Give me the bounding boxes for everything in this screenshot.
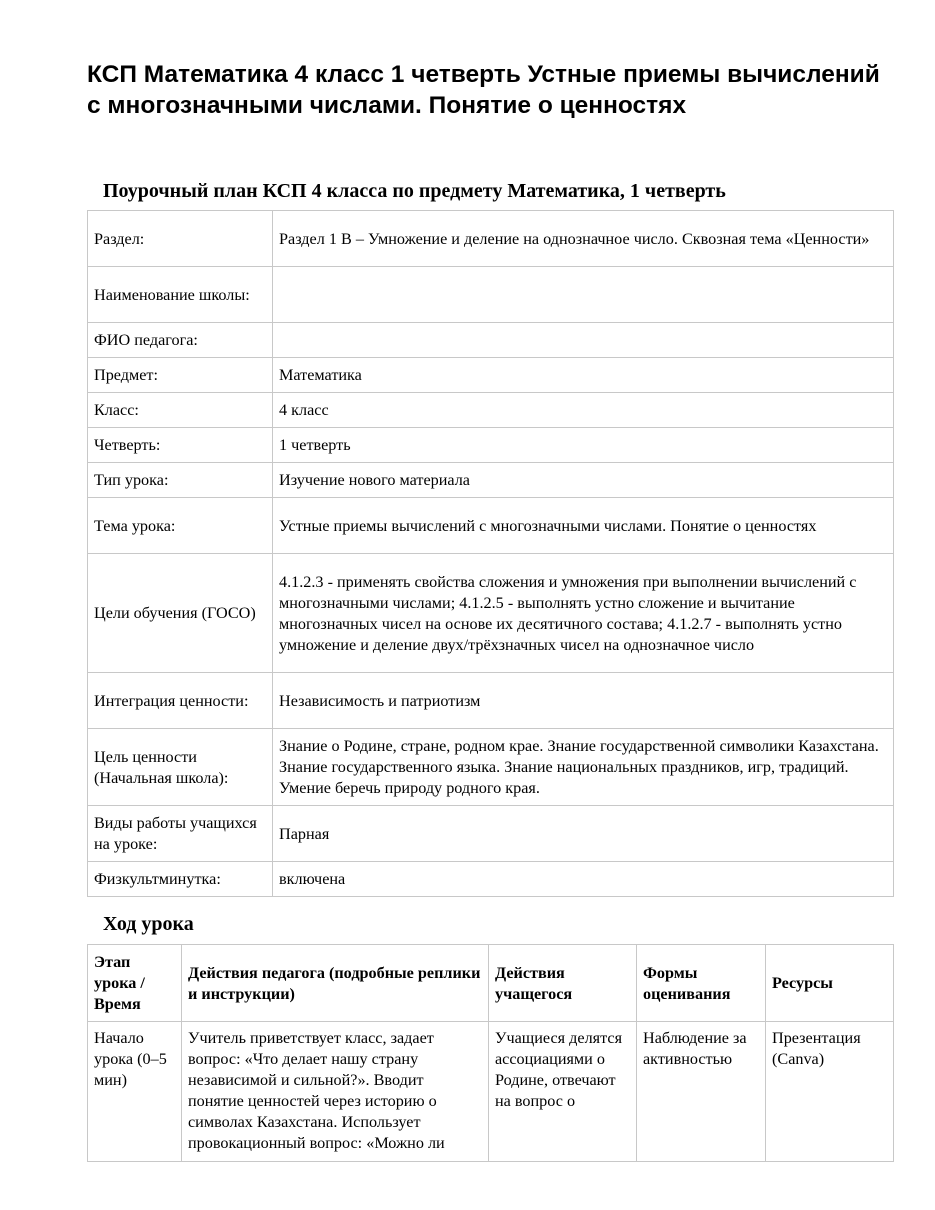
plan-heading: Поурочный план КСП 4 класса по предмету Математика, 1 четверть: [103, 180, 726, 202]
row-label: Физкультминутка:: [88, 862, 273, 897]
cell-student-actions: Учащиеся делятся ассоциациями о Родине, отвечают на вопрос о: [489, 1022, 637, 1162]
table-row: [88, 554, 894, 673]
row-value: [273, 267, 894, 323]
row-value: 4.1.2.3 - применять свойства сложения и умножения при выполнении вычислений с многозначными числами; 4.1.2.5 - выполнять устно сложение и вычитание многозначных чисел на основе их десятичного состава; 4.1.2.7 - выполнять устно умножение и деление двух/трёхзначных чисел на однозначное число: [273, 554, 894, 673]
column-header-teacher-actions: Действия педагога (подробные реплики и инструкции): [182, 945, 489, 1022]
row-label: Тип урока:: [88, 463, 273, 498]
row-label: Цель ценности (Начальная школа):: [88, 729, 273, 806]
row-label: Четверть:: [88, 428, 273, 463]
row-value: Парная: [273, 806, 894, 862]
table-row: [88, 806, 894, 862]
column-header-student-actions: Действия учащегося: [489, 945, 637, 1022]
table-row: [88, 862, 894, 897]
table-row: [88, 428, 894, 463]
column-header-assessment: Формы оценивания: [637, 945, 766, 1022]
row-label: Класс:: [88, 393, 273, 428]
lesson-flow-heading: Ход урока: [103, 913, 194, 935]
row-label: Виды работы учащихся на уроке:: [88, 806, 273, 862]
table-row: [88, 1022, 894, 1162]
row-value: Знание о Родине, стране, родном крае. Знание государственной символики Казахстана. Знание государственного языка. Знание национальных праздников, игр, традиций. Умение беречь природу родного края.: [273, 729, 894, 806]
table-row: [88, 358, 894, 393]
row-value: включена: [273, 862, 894, 897]
table-row: [88, 323, 894, 358]
cell-teacher-actions: Учитель приветствует класс, задает вопрос: «Что делает нашу страну независимой и сильной?». Вводит понятие ценностей через историю о символах Казахстана. Использует провокационный вопрос: «Можно ли: [182, 1022, 489, 1162]
table-header-row: [88, 945, 894, 1022]
table-row: [88, 463, 894, 498]
row-value: Изучение нового материала: [273, 463, 894, 498]
row-value: Раздел 1 В – Умножение и деление на однозначное число. Сквозная тема «Ценности»: [273, 211, 894, 267]
table-row: [88, 729, 894, 806]
column-header-stage: Этап урока / Время: [88, 945, 182, 1022]
row-value: Математика: [273, 358, 894, 393]
cell-assessment: Наблюдение за активностью: [637, 1022, 766, 1162]
table-row: [88, 393, 894, 428]
column-header-resources: Ресурсы: [766, 945, 894, 1022]
row-label: Раздел:: [88, 211, 273, 267]
row-value: 4 класс: [273, 393, 894, 428]
table-row: [88, 673, 894, 729]
cell-resources: Презентация (Canva): [766, 1022, 894, 1162]
lesson-info-table: [87, 210, 894, 897]
table-row: [88, 498, 894, 554]
row-value: 1 четверть: [273, 428, 894, 463]
table-row: [88, 267, 894, 323]
row-label: Тема урока:: [88, 498, 273, 554]
row-label: Цели обучения (ГОСО): [88, 554, 273, 673]
row-value: [273, 323, 894, 358]
row-label: Предмет:: [88, 358, 273, 393]
lesson-flow-table: [87, 944, 894, 1162]
row-value: Устные приемы вычислений с многозначными числами. Понятие о ценностях: [273, 498, 894, 554]
table-row: [88, 211, 894, 267]
row-label: Наименование школы:: [88, 267, 273, 323]
row-label: ФИО педагога:: [88, 323, 273, 358]
cell-stage: Начало урока (0–5 мин): [88, 1022, 182, 1162]
row-value: Независимость и патриотизм: [273, 673, 894, 729]
row-label: Интеграция ценности:: [88, 673, 273, 729]
document-title: КСП Математика 4 класс 1 четверть Устные приемы вычислений с многозначными числами. Понятие о ценностях: [87, 61, 880, 119]
